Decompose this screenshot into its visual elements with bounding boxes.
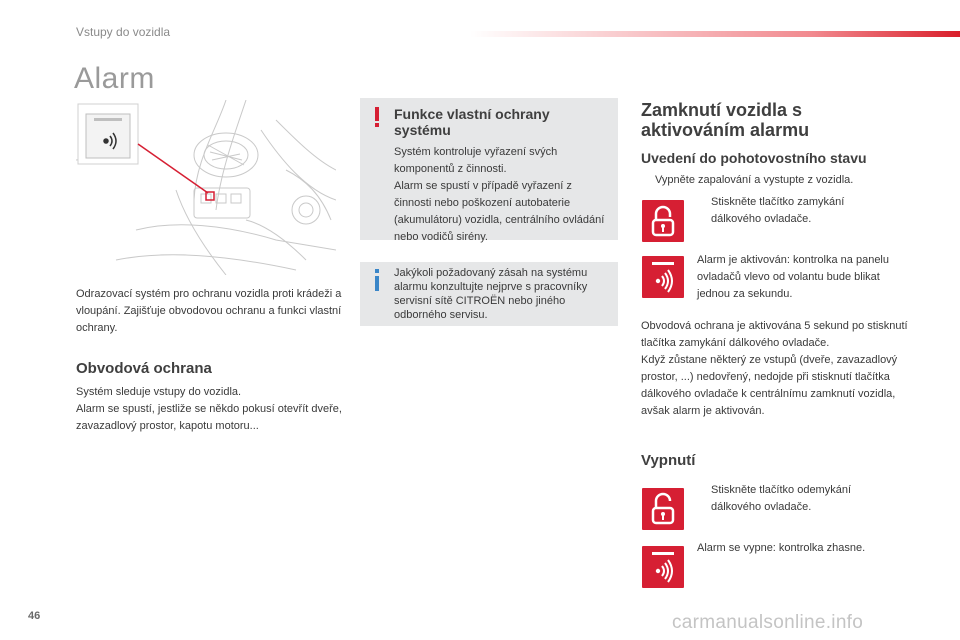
padlock-icon	[642, 200, 684, 242]
step-3-text: Stiskněte tlačítko odemykání dálkového ovladače.	[711, 484, 852, 513]
perimeter-heading: Obvodová ochrana	[76, 360, 212, 377]
step-2	[697, 194, 897, 228]
info-icon	[370, 268, 384, 292]
step-3	[697, 482, 897, 516]
warning-icon	[370, 106, 384, 128]
alarm-signal-icon	[642, 546, 684, 588]
self-protection-box	[360, 98, 618, 243]
step-1	[641, 172, 901, 189]
info-note-text: Jakýkoli požadovaný zásah na systému alarmu konzultujte nejprve s pracovníky servisní sítě CITROËN nebo jiného odborného servisu.	[394, 267, 588, 321]
info-box	[360, 262, 618, 326]
lock-button-tile	[642, 200, 684, 242]
indicator-off-text: Alarm se vypne: kontrolka zhasne.	[697, 542, 866, 554]
standby-heading: Uvedení do pohotovostního stavu	[641, 150, 867, 166]
alarm-signal-icon	[642, 256, 684, 298]
step-1-text: Vypněte zapalování a vystupte z vozidla.	[655, 174, 854, 186]
unlocked-padlock-icon	[642, 488, 684, 530]
dashboard-drawing	[76, 100, 336, 275]
intro-text: Odrazovací systém pro ochranu vozidla proti krádeži a vloupání. Zajišťuje obvodovou ochranu a funkci vlastní ochrany.	[76, 288, 342, 334]
step-2-text: Stiskněte tlačítko zamykání dálkového ovladače.	[711, 196, 845, 225]
locking-heading: Zamknutí vozidla s aktivováním alarmu	[641, 100, 810, 140]
alarm-indicator-tile	[642, 256, 684, 298]
unlock-button-tile	[642, 488, 684, 530]
indicator-on-text: Alarm je aktivován: kontrolka na panelu ovladačů vlevo od volantu bude blikat jednou za sekundu.	[697, 254, 889, 300]
disarm-heading: Vypnutí	[641, 452, 696, 469]
page-number: 46	[28, 610, 41, 622]
dashboard-illustration	[76, 100, 336, 275]
section-header: Vstupy do vozidla	[76, 25, 171, 39]
alarm-indicator-tile	[642, 546, 684, 588]
self-protection-text: Systém kontroluje vyřazení svých komponentů z činnosti. Alarm se spustí v případě vyřazení z činnosti nebo poškození autobaterie (akumulátoru) vozidla, centrálního ovládání nebo vodičů sirény.	[394, 146, 605, 243]
self-protection-heading: Funkce vlastní ochrany systému	[394, 106, 550, 138]
perimeter-text: Systém sleduje vstupy do vozidla. Alarm se spustí, jestliže se někdo pokusí otevřít dveře, zavazadlový prostor, kapotu motoru...	[76, 386, 342, 432]
perimeter-active-text: Obvodová ochrana je aktivována 5 sekund po stisknutí tlačítka zamykání dálkového ovladače. Když zůstane některý ze vstupů (dveře, zavazadlový prostor, ...) nedovřený, nedojde při stisknutí tlačítka dálkového ovladače k centrálnímu zamknutí vozidla, avšak alarm je aktivován.	[641, 320, 908, 417]
header-stripe	[470, 31, 960, 37]
watermark: carmanualsonline.info	[672, 612, 864, 633]
page-title: Alarm	[74, 62, 155, 95]
